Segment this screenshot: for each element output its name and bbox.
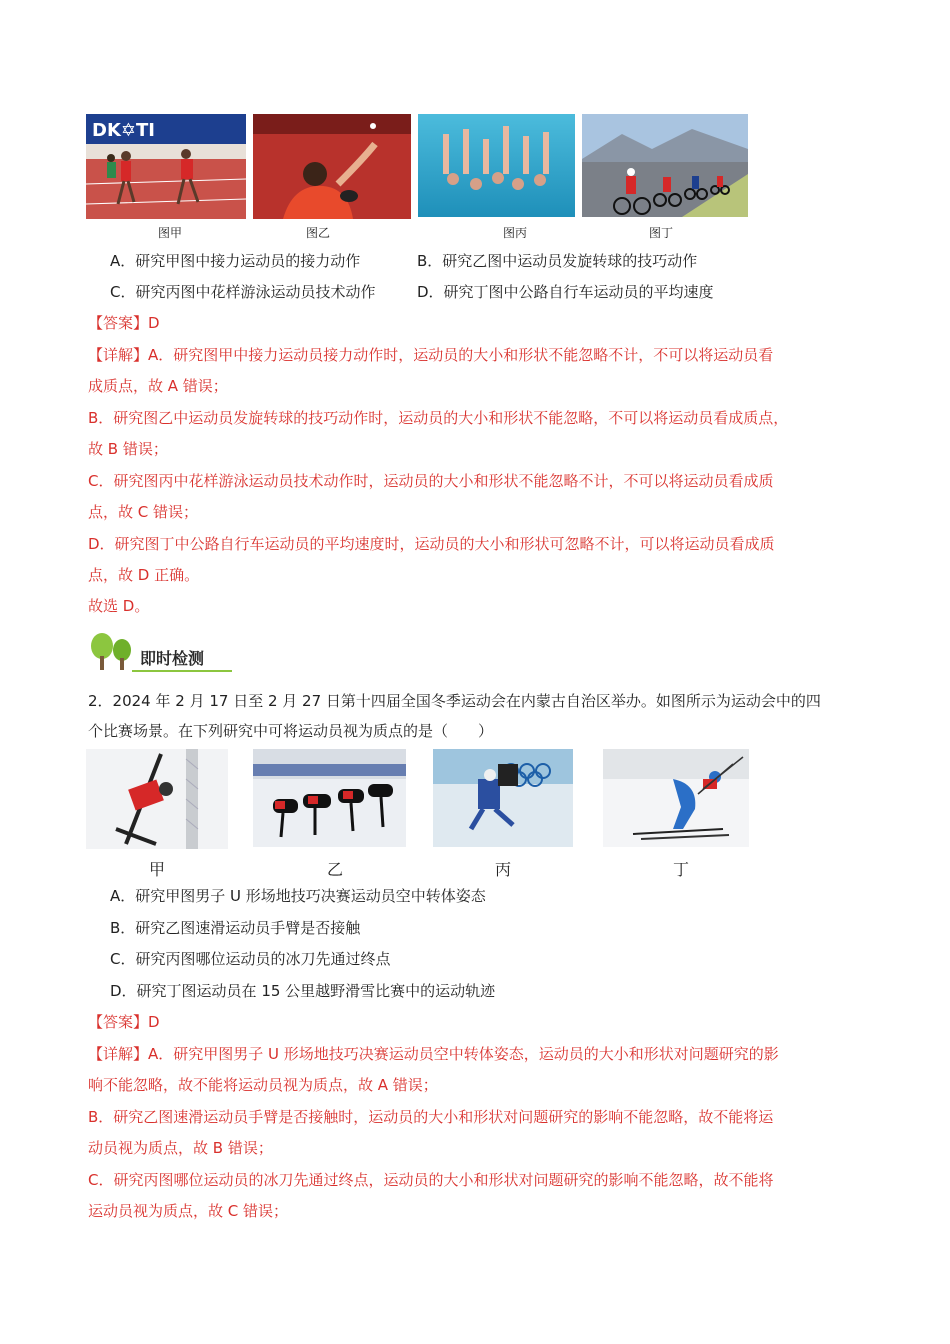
explanation-line: 故选 D。 (88, 597, 150, 615)
option-c: C．研究丙图哪位运动员的冰刀先通过终点 (110, 950, 391, 968)
explanation-line: C．研究丙图哪位运动员的冰刀先通过终点，运动员的大小和形状对问题研究的影响不能忽略，故不能将 (88, 1171, 774, 1189)
explanation-line: D．研究图丁中公路自行车运动员的平均速度时，运动员的大小和形状可忽略不计，可以将运动员看成质 (88, 535, 775, 553)
explanation-line: 故 B 错误； (88, 440, 168, 458)
explanation-line: B．研究图乙中运动员发旋转球的技巧动作时，运动员的大小和形状不能忽略，不可以将运动员看成质点， (88, 409, 789, 427)
figure-caption: 丙 (494, 860, 511, 879)
explanation-line: 动员视为质点，故 B 错误； (88, 1139, 273, 1157)
figure-caption: 丁 (672, 860, 689, 879)
option-b: B．研究乙图速滑运动员手臂是否接触 (110, 919, 361, 937)
explanation-line: 响不能忽略，故不能将运动员视为质点，故 A 错误； (88, 1076, 438, 1094)
figure-caption: 甲 (148, 860, 165, 879)
cross-country-skiing-photo (603, 749, 749, 847)
option-a: A．研究甲图男子 U 形场地技巧决赛运动员空中转体姿态 (110, 887, 486, 905)
option-d: D．研究丁图中公路自行车运动员的平均速度 (417, 283, 714, 301)
explanation-line: 点，故 C 错误； (88, 503, 199, 521)
explanation-line: C．研究图丙中花样游泳运动员技术动作时，运动员的大小和形状不能忽略不计，不可以将运动员看成质 (88, 472, 774, 490)
explanation-line: 运动员视为质点，故 C 错误； (88, 1202, 289, 1220)
section-underline (132, 670, 232, 672)
synchronized-swimming-photo (418, 114, 575, 217)
speed-skating-photo (253, 749, 406, 847)
figure-caption: 乙 (326, 860, 343, 879)
table-tennis-photo (253, 114, 411, 219)
svg-text:DK✡TI: DK✡TI (92, 120, 155, 141)
figure-caption: 图丁 (648, 226, 673, 240)
aerial-skiing-photo (86, 749, 228, 849)
explanation-line: B．研究乙图速滑运动员手臂是否接触时，运动员的大小和形状对问题研究的影响不能忽略，故不能将运 (88, 1108, 774, 1126)
option-a: A．研究甲图中接力运动员的接力动作 (110, 252, 361, 270)
explanation-line: 【详解】A．研究甲图男子 U 形场地技巧决赛运动员空中转体姿态，运动员的大小和形状对问题研究的影 (88, 1045, 779, 1063)
road-cycling-photo (582, 114, 748, 217)
option-c: C．研究丙图中花样游泳运动员技术动作 (110, 283, 376, 301)
question-stem: 个比赛场景。在下列研究中可将运动员视为质点的是（ ） (88, 722, 494, 740)
option-d: D．研究丁图运动员在 15 公里越野滑雪比赛中的运动轨迹 (110, 982, 496, 1000)
figure-caption: 图丙 (502, 226, 527, 240)
relay-race-photo (86, 114, 246, 219)
question-stem: 2．2024 年 2 月 17 日至 2 月 27 日第十四届全国冬季运动会在内蒙古自治区举办。如图所示为运动会中的四 (88, 692, 821, 710)
figure-caption: 图甲 (157, 226, 182, 240)
figure-caption: 图乙 (305, 226, 330, 240)
short-track-photo (433, 749, 573, 847)
section-header (88, 632, 238, 674)
explanation-line: 点，故 D 正确。 (88, 566, 200, 584)
answer: 【答案】D (88, 314, 160, 332)
section-title: 即时检测 (140, 649, 205, 668)
answer: 【答案】D (88, 1013, 160, 1031)
explanation-line: 成质点，故 A 错误； (88, 377, 228, 395)
trees-icon (88, 632, 138, 672)
explanation-line: 【详解】A．研究图甲中接力运动员接力动作时，运动员的大小和形状不能忽略不计，不可以将运动员看 (88, 346, 774, 364)
option-b: B．研究乙图中运动员发旋转球的技巧动作 (417, 252, 698, 270)
